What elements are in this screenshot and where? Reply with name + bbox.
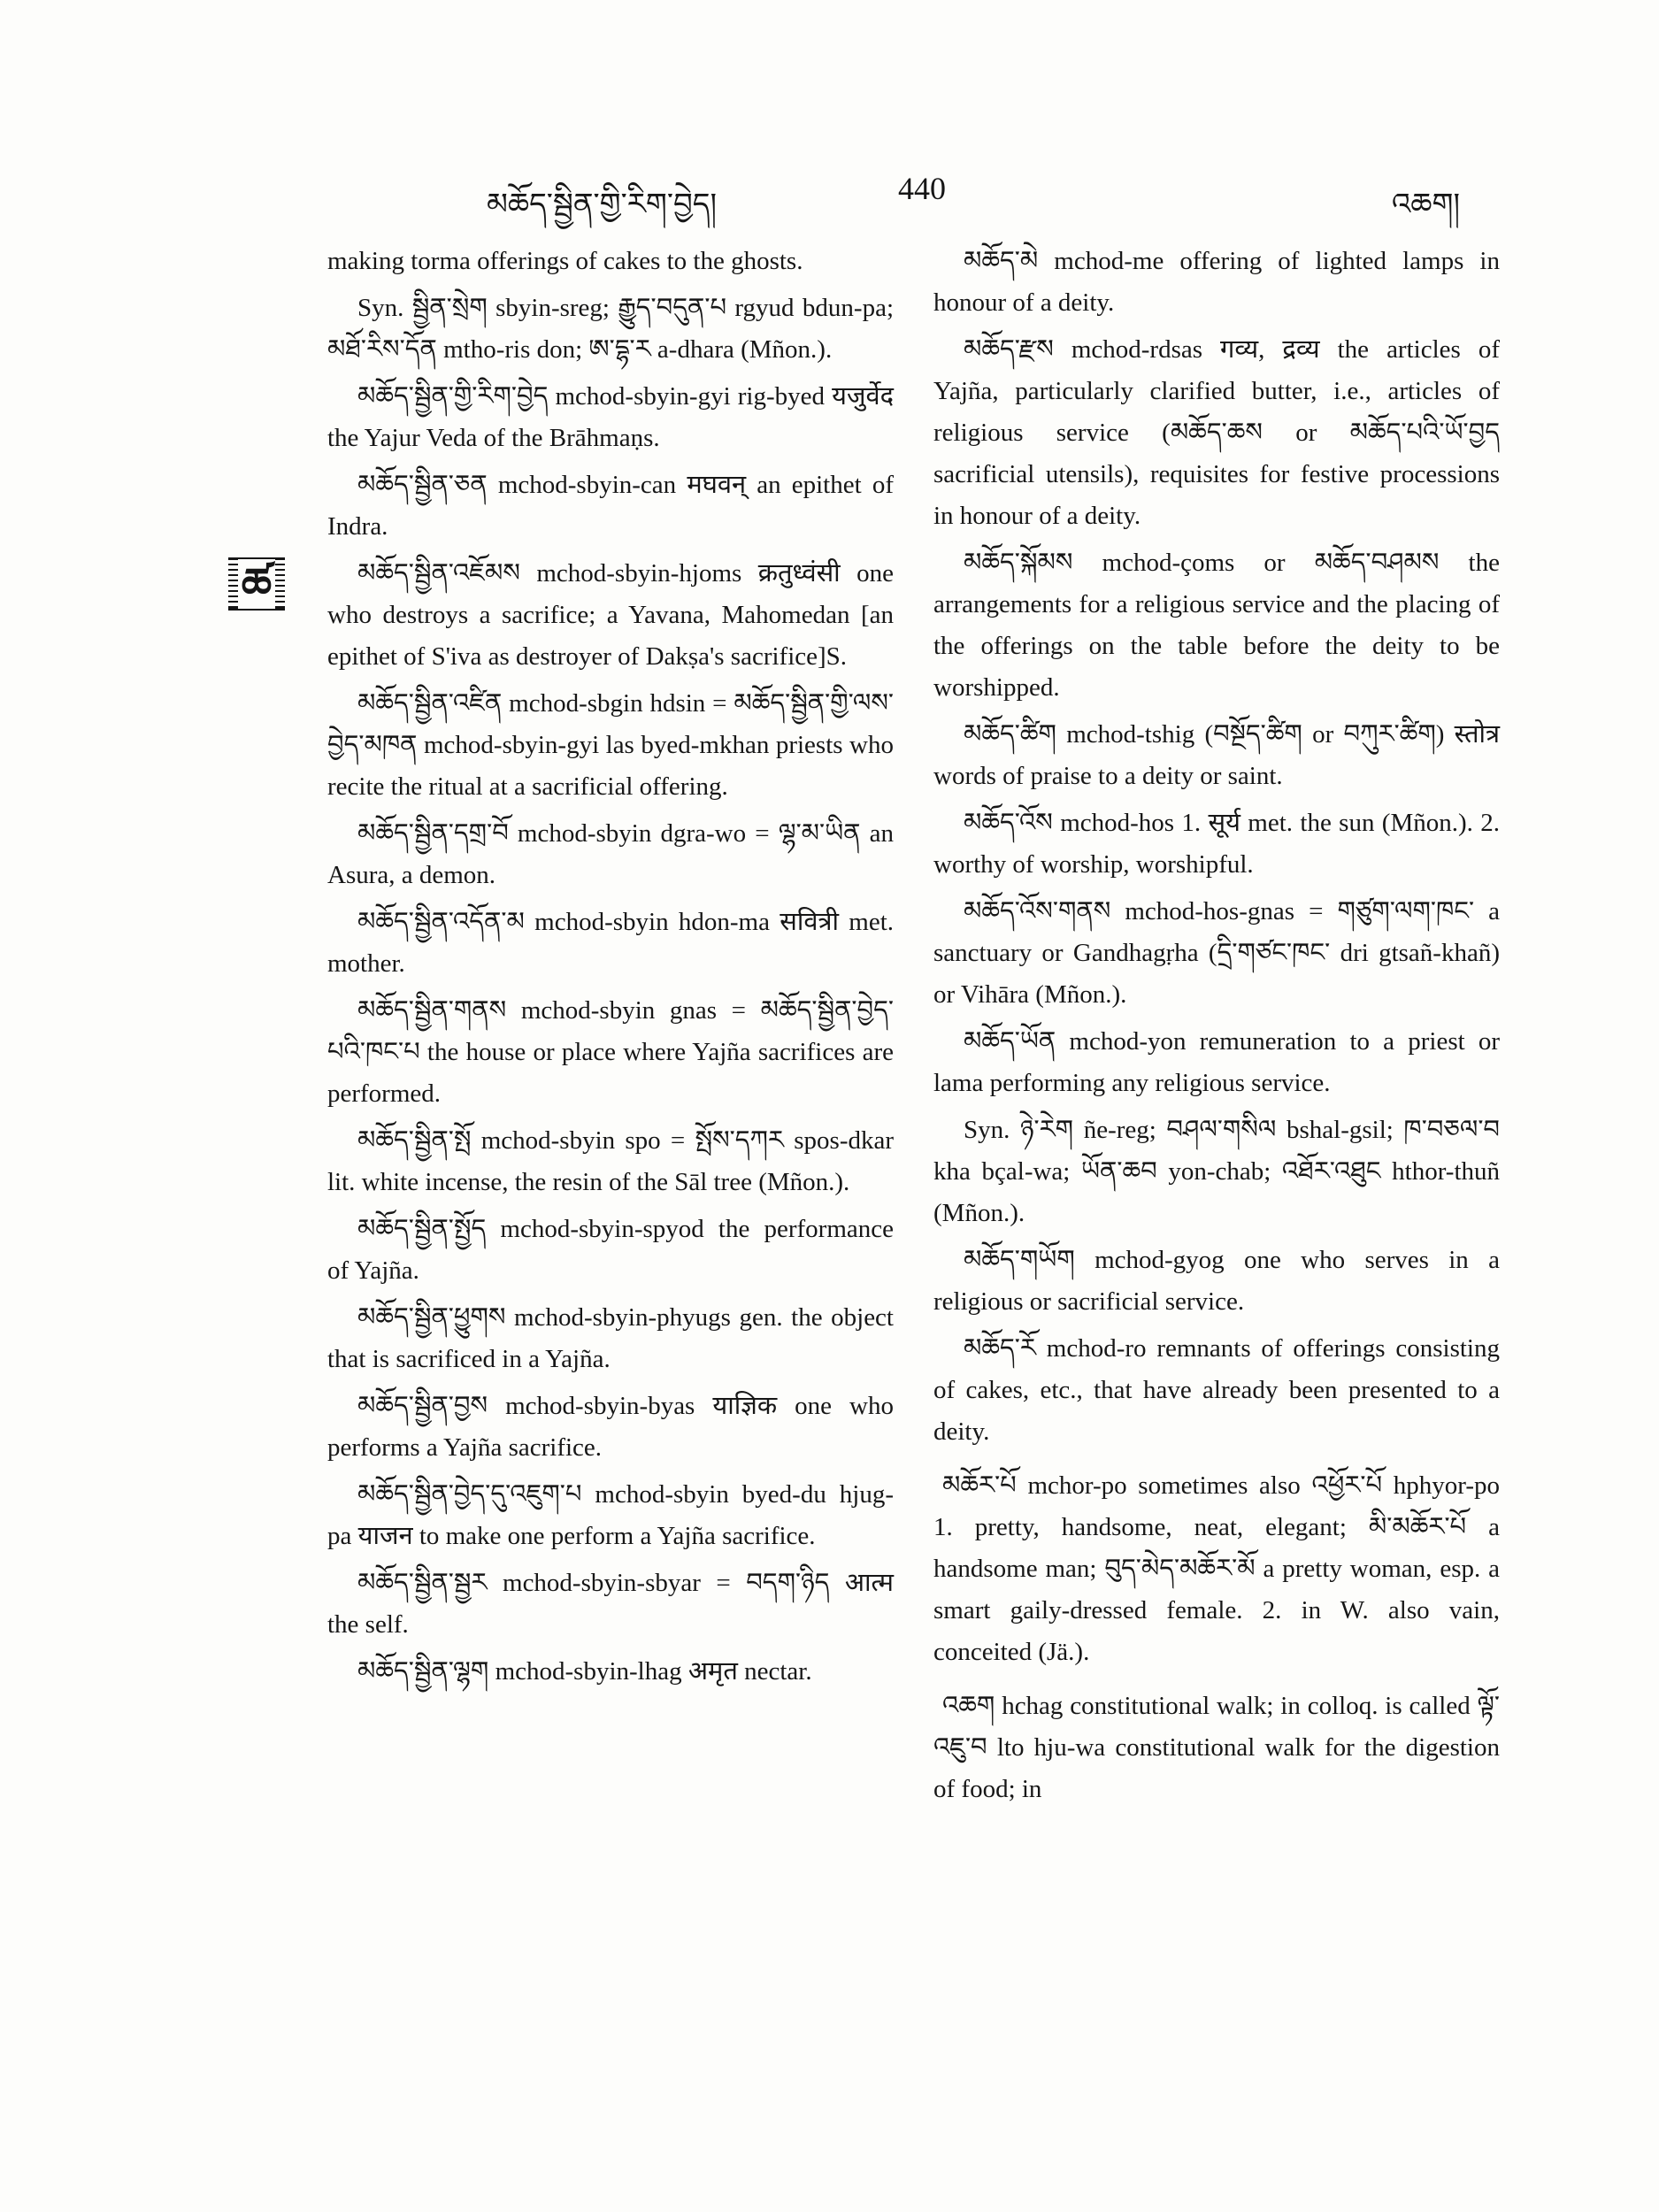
entry: Syn. ཉེ་རེག ñe-reg; བཤལ་གསིལ bshal-gsil; ཁ་བཅལ་བ kha bçal-wa; ཡོན་ཆབ yon-chab; འཐོར་འཐུང hthor-thuñ (Mñon.). [933, 1116, 1500, 1227]
entry: མཆོད་སྦྱིན་དགྲ་བོ mchod-sbyin dgra-wo = ལྷ་མ་ཡིན an Asura, a demon. [327, 819, 894, 889]
page-number: 440 [898, 171, 946, 206]
entry: མཆོད་གཡོག mchod-gyog one who serves in a religious or sacrificial service. [933, 1246, 1500, 1316]
entry: making torma offerings of cakes to the ghosts. [327, 247, 803, 275]
entry: མཆོད་སྦྱིན་བྱེད་དུ་འཇུག་པ mchod-sbyin byed-du hjug-pa याजन to make one perform a Yajña sacrifice. [327, 1480, 894, 1550]
page-header [319, 170, 1495, 222]
header-left-tibetan: མཆོད་སྦྱིན་གྱི་རིག་བྱེད། [487, 187, 718, 222]
entry: མཆོད་ཚིག mchod-tshig (བསྔོད་ཚིག or བཀུར་ཚིག) स्तोत्र words of praise to a deity or saint. [933, 720, 1500, 790]
headword-entry: འཆག hchag constitutional walk; in colloq. is called ལྟོ་འཇུ་བ lto hju-wa constitutional walk for the digestion of food; in [933, 1692, 1500, 1803]
entry: མཆོད་སྦྱིན་བྱས mchod-sbyin-byas याज्ञिक one who performs a Yajña sacrifice. [327, 1392, 894, 1462]
entry: མཆོད་སྦྱིན་ལྷག mchod-sbyin-lhag अमृत nectar. [357, 1657, 812, 1686]
entry: མཆོད་ཡོན mchod-yon remuneration to a priest or lama performing any religious service. [933, 1027, 1500, 1097]
entry: མཆོད་སྐོམས mchod-çoms or མཆོད་བཤམས the arrangements for a religious service and the placing of the offerings on the table before the deity to be worshipped. [933, 549, 1500, 702]
margin-section-mark [228, 557, 285, 611]
entry: མཆོད་སྦྱིན་སྤོ mchod-sbyin spo = སྤོས་དཀར spos-dkar lit. white incense, the resin of the Sāl tree (Mñon.). [327, 1126, 894, 1196]
entry: མཆོད་སྦྱིན་སྤྱོད mchod-sbyin-spyod the performance of Yajña. [327, 1215, 894, 1285]
entry: མཆོད་སྦྱིན་གནས mchod-sbyin gnas = མཆོད་སྦྱིན་བྱེད་པའི་ཁང་པ the house or place where Yajña sacrifices are performed. [327, 996, 894, 1108]
entry: མཆོད་རྫས mchod-rdsas गव्य, द्रव्य the articles of Yajña, particularly clarified butter, i.e., articles of religious service (མཆོད་ཆས or མཆོད་པའི་ཡོ་བྱད sacrificial utensils), requisites for festive processions in honour of a deity. [933, 335, 1500, 530]
entry: མཆོད་སྦྱིན་སྦྱར mchod-sbyin-sbyar = བདག་ཉིད आत्म the self. [327, 1569, 894, 1639]
entry: མཆོད་སྦྱིན་གྱི་རིག་བྱེད mchod-sbyin-gyi rig-byed यजुर्वेद the Yajur Veda of the Brāhmaṇs. [327, 382, 894, 452]
entry: མཆོད་འོས་གནས mchod-hos-gnas = གཙུག་ལག་ཁང་ a sanctuary or Gandhagṛha (དྲི་གཙང་ཁང་ dri gtsañ-khañ) or Vihāra (Mñon.). [933, 897, 1500, 1009]
entry: མཆོད་མེ mchod-me offering of lighted lamps in honour of a deity. [933, 247, 1500, 317]
entry: མཆོད་སྦྱིན་ཕྱུགས mchod-sbyin-phyugs gen. the object that is sacrificed in a Yajña. [327, 1303, 894, 1373]
entry: མཆོད་སྦྱིན་འདོན་མ mchod-sbyin hdon-ma सवित्री met. mother. [327, 908, 894, 978]
entry: མཆོད་རོ mchod-ro remnants of offerings consisting of cakes, etc., that have already been presented to a deity. [933, 1334, 1500, 1446]
entry: མཆོད་འོས mchod-hos 1. सूर्य met. the sun (Mñon.). 2. worthy of worship, worshipful. [933, 809, 1500, 879]
header-right-tibetan: འཆག། [1391, 187, 1460, 222]
right-column [933, 241, 1500, 1816]
entry: Syn. སྦྱིན་སྲེག sbyin-sreg; རྒྱུད་བདུན་པ rgyud bdun-pa; མཐོ་རིས་དོན mtho-ris don; ཨ་དྷ་ར a-dhara (Mñon.). [327, 294, 894, 364]
margin-mark-glyph: ཚ [238, 559, 275, 609]
left-column [327, 241, 894, 1698]
entry: མཆོད་སྦྱིན་འཛིན mchod-sbgin hdsin = མཆོད་སྦྱིན་གྱི་ལས་བྱེད་མཁན mchod-sbyin-gyi las byed-mkhan priests who recite the ritual at a sacrificial offering. [327, 689, 894, 801]
entry: མཆོད་སྦྱིན་འཇོམས mchod-sbyin-hjoms क्रतुध्वंसी one who destroys a sacrifice; a Yavana, Mahomedan [an epithet of S'iva as destroyer of Dakṣa's sacrifice]S. [327, 559, 894, 671]
headword-entry: མཆོར་པོ mchor-po sometimes also འཕྱོར་པོ hphyor-po 1. pretty, handsome, neat, elegant; མི་མཆོར་པོ a handsome man; བུད་མེད་མཆོར་མོ a pretty woman, esp. a smart gaily-dressed female. 2. in W. also vain, conceited (Jä.). [933, 1471, 1500, 1666]
entry: མཆོད་སྦྱིན་ཅན mchod-sbyin-can मघवन् an epithet of Indra. [327, 471, 894, 541]
